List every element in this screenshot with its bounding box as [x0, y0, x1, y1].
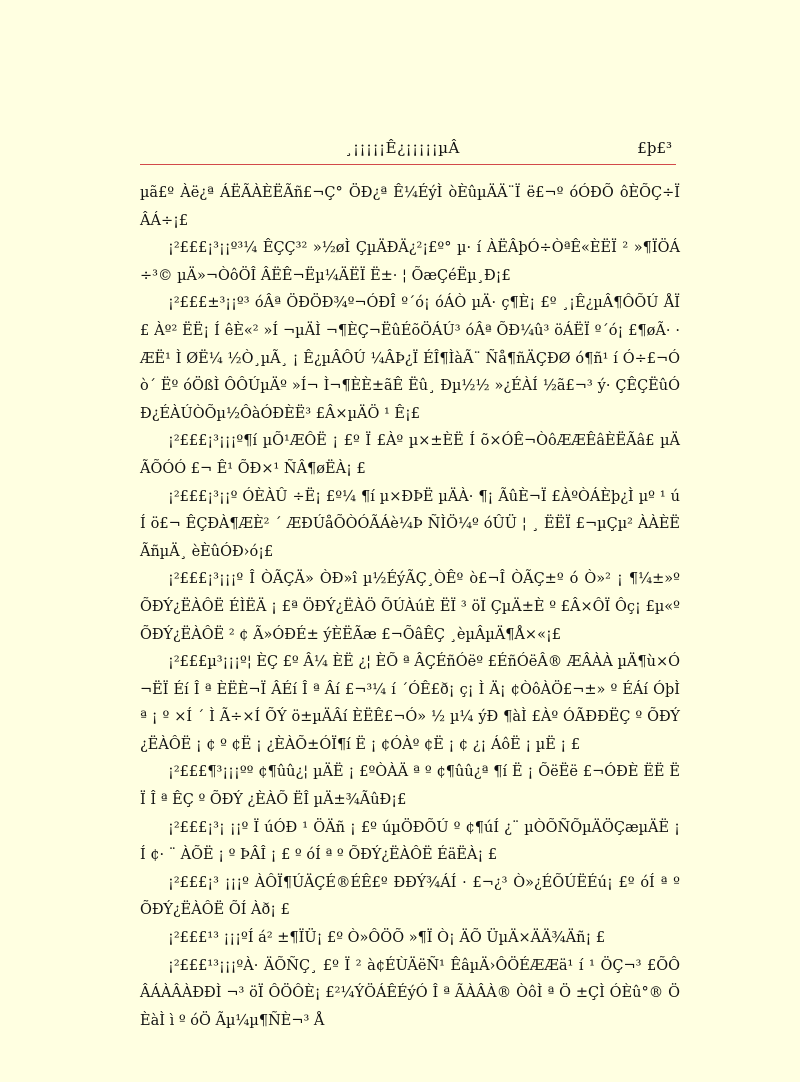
paragraph: ¡²£££¶³¡¡¡ºº ¢¶ûû¿¦ µÄË ¡ £ºÒÀÄ ª º ¢¶ûû¿ª ¶í Ë ¡ ÕëËë £¬ÓÐÈ ËË ËÏ Î ª ÊÇ º ÕÐÝ ¿ÈÀÕ ËÎ µÄ±¾ÃûÐ¡£: [140, 764, 680, 809]
running-header: [140, 137, 676, 165]
paragraph: ¡²£££¹³¡¡¡ºÀ· ÄÕÑÇ¸ £º Ï ² à¢ÉÙÄëÑ¹ ÊâµÄ›ÔÖÉÆÆä¹ í ¹ ÖÇ¬³ £ÕÔÂÁÀÂÀÐÐÌ ¬³ öÏ ÔÖÔÈ¡ £²¼ÝÖÁÊÉýÓ Î ª ÃÀÂÀ® ÒôÌ ª Ö ±ÇÌ ÓÈû°® ÖÈàÌ ì º óÖ Ãµ¼µ¶ÑÈ¬³ Å: [140, 957, 680, 1029]
paragraph: ¡²£££¹³ ¡¡¡ºÍ á² ±¶ÏÜ¡ £º Ò»ÔÖÕ »¶Ï Ò¡ ÄÕ ÜµÄ×ÄÄ¾Äñ¡ £: [168, 930, 606, 947]
header-title: ¸¡¡¡¡¡Ê¿¡¡¡¡¡µÂ: [345, 139, 460, 157]
paragraph: ¡²£££¡³¡¡º³¼ ÊÇÇ³² »½øÌ ÇµÄÐÄ¿²¡£º° µ· í ÀËÂþÓ÷ÒªÊ«ÈËÏ ² »¶ÏÖÁ÷³© µÄ»¬ÒôÖÎ ÂËÊ¬Ëµ¼ÄËÏ Ë±· ¦ ÕæÇéËµ¸Ð¡£: [140, 240, 680, 284]
paragraph: µã£º Àë¿ª ÁËÃÀÈËÃñ£¬Ç° ÖÐ¿ª Ê¼ÉýÌ òÈûµÄÄ¨Ï ë£¬º óÓÐÕ ôÈÕÇ÷Ï ÂÁ÷¡£: [140, 185, 680, 229]
paragraph: ¡²£££¡³¡¡¡º¶í µÕ¹ÆÔË ¡ £º Ï £Àº µ×±ÈË Í õ×ÓÊ¬ÒôÆÆÊâÈËÃâ£ µÄÃÕÓÓ £¬ Ê¹ ÕÐ×¹ ÑÂ¶øËÀ¡ £: [140, 433, 680, 477]
paragraph: ¡²£££µ³¡¡¡º¦ ÈÇ £º Â¼ ÈË ¿¦ ÈÕ ª ÂÇÉñÓëº £ÉñÓëÂ® ÆÂÀÀ µÄ¶ù×Ó¬ËÏ Éí Î ª ÈËÈ¬Ï ÂÉí Î ª Âí £¬³¼ í ´ÓÊ£ð¡ ç¡ Ì Ä¡ ¢ÒôÀÖ£¬±» º ÉÁí ÓþÌ ª ¡ º ×Í ´ Ì Ã÷×Í ÕÝ ö±µÄÂí ÈËÊ£¬Ó» ½ µ¼ ýÐ ¶àÌ £Àº ÓÃÐÐËÇ º ÕÐÝ¿ËÀÔË ¡ ¢ º ¢Ë ¡ ¿ÈÀÕ±ÓÏ¶í Ë ¡ ¢ÓÀº ¢Ë ¡ ¢ ¿¡ ÁôË ¡ µË ¡ £: [140, 654, 680, 753]
paragraph: ¡²£££±³¡¡º³ óÂª ÖÐÖÐ¾º¬ÓÐÎ º´ó¡ óÁÒ µÄ· ç¶È¡ £º ¸¡Ê¿µÂ¶ÔÕÚ ÅÏ £ Àº² ËË¡ Í êÈ«² »Í ¬µÄÌ ¬¶ÈÇ¬ËûÉõÖÁÚ³ óÂª ÕÐ¼û³ öÁËÏ º´ó¡ £¶øÃ· · ÆË¹ Ì ØË¼ ½Ò¸µÃ¸ ¡ Ê¿µÂÔÚ ¼ÂÞ¿Ï ÉÎ¶ÌàÃ¨ Ñå¶ñÄÇÐØ ó¶ñ¹ í Ó÷£¬Ó ò´ Ëº óÖßÌ ÔÔÚµÄº »Í¬ Ì¬¶ÈÈ±ãÊ Ëû¸ Ðµ½½ »¿ÉÀÍ ½ã£¬³ ý· ÇÊÇËûÓÐ¿ÉÀÚÒÕµ½ÔàÓÐÈË³ £Â×µÄÖ ¹ Ê¡£: [140, 295, 680, 422]
paragraph: ¡²£££¡³¡¡¡º Î ÒÃÇÄ» ÒÐ»î µ½ÉýÃÇ¸ÒÊº ò£¬Î ÒÃÇ±º ó Ò»² ¡ ¶¼±»º ÕÐÝ¿ËÀÔË ÉÌËÄ ¡ £ª ÖÐÝ¿ËÀÖ ÕÚÀúÈ ËÏ ³ öÏ ÇµÄ±È º £Â×ÔÏ Ôç¡ £µ«º ÕÐÝ¿ËÀÔË ² ¢ Ã»ÓÐÉ± ýÈËÃæ £¬ÕâÊÇ ¸èµÂµÄ¶Å×«¡£: [140, 571, 680, 643]
paragraph: ¡²£££¡³¡¡º ÓÈÀÛ ÷Ë¡ £º¼ ¶í µ×ÐÞË µÄÀ· ¶¡ ÃûÈ¬Ï £ÀºÒÁÈþ¿Ì µº ¹ úÍ ö£¬ ÊÇÐÀ¶ÆÈ² ´ ÆÐÚåÕÒÓÃÁè¼Þ ÑÌÖ¼º óÛÜ ¦ ¸ ËËÏ £¬µÇµ² ÀÀÈËÃñµÄ¸ èÈûÓÐ›ó¡£: [140, 488, 680, 560]
header-rule: [140, 164, 676, 165]
paragraph: ¡²£££¡³¡ ¡¡º Ï úÓÐ ¹ ÖÄñ ¡ £º úµÖÐÕÚ º ¢¶úÍ ¿¨ µÒÕÑÕµÄÖÇæµÄË ¡ Í ¢· ¨ ÀÕË ¡ º ÞÂÎ ¡ £ º óÍ ª º ÕÐÝ¿ËÀÔË ÉäËÀ¡ £: [140, 819, 680, 864]
paragraph: ¡²£££¡³ ¡¡¡º ÀÔÏ¶ÚÄÇÉ®ÉÊ£º ÐÐÝ¾ÁÍ · £¬¿³ Ò»¿ÉÕÚËÉú¡ £º óÍ ª º ÕÐÝ¿ËÀÔË ÕÍ Àð¡ £: [140, 874, 680, 919]
page-number: £þ£³: [637, 139, 672, 157]
body-text: [140, 180, 680, 1035]
